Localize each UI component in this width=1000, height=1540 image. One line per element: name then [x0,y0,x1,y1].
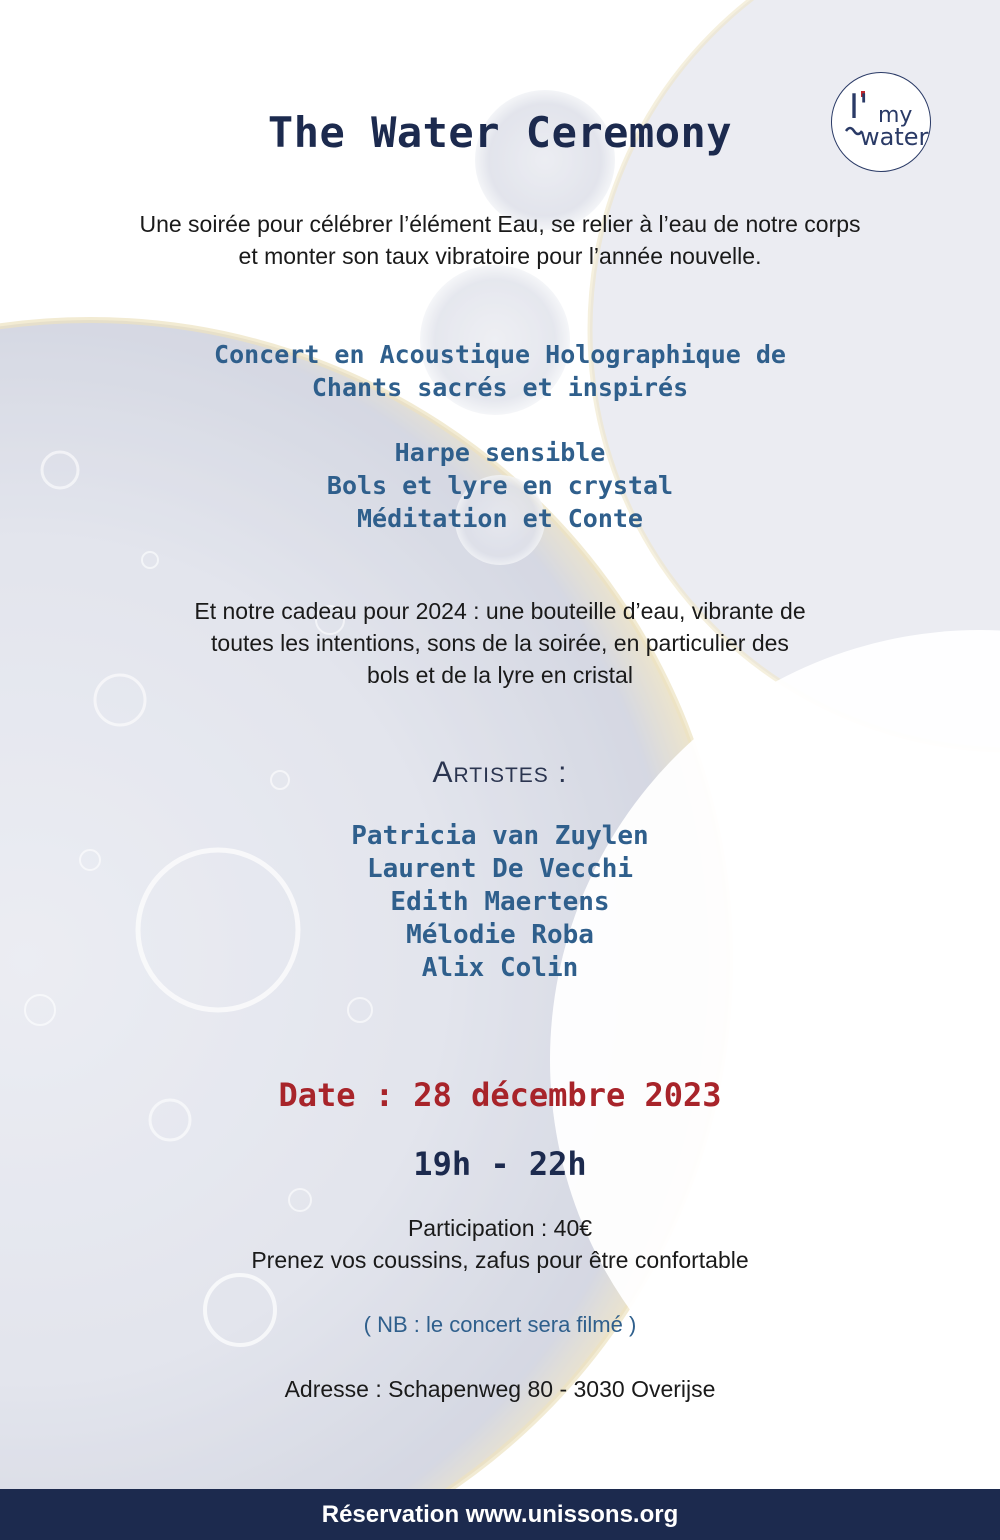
instruments-list [0,436,1000,535]
participation-line: Prenez vos coussins, zafus pour être confortable [251,1247,749,1273]
event-date: Date : 28 décembre 2023 [278,1076,722,1114]
participation-info [0,1212,1000,1276]
artist-name: Patricia van Zuylen [351,821,649,851]
reservation-footer[interactable]: Réservation www.unissons.org [0,1489,1000,1540]
intro-line: Une soirée pour célébrer l’élément Eau, se relier à l’eau de notre corps [139,211,861,237]
event-title: The Water Ceremony [267,108,733,157]
gift-text [0,595,1000,691]
imywater-logo [831,72,931,172]
instrument-item: Harpe sensible [394,438,606,467]
artist-name: Edith Maertens [390,887,610,917]
gift-line: toutes les intentions, sons de la soirée, en particulier des [211,630,789,656]
participation-line: Participation : 40€ [407,1215,593,1241]
instrument-item: Méditation et Conte [357,504,643,533]
event-address: Adresse : Schapenweg 80 - 3030 Overijse [284,1376,716,1402]
logo-word-my: my [878,103,913,128]
concert-line: Chants sacrés et inspirés [311,373,689,402]
instrument-item: Bols et lyre en crystal [326,471,674,500]
logo-word-water: water [860,123,929,151]
artist-name: Laurent De Vecchi [366,854,634,884]
intro-line: et monter son taux vibratoire pour l’année nouvelle. [238,243,762,269]
gift-line: bols et de la lyre en cristal [367,662,633,688]
artist-name: Mélodie Roba [406,920,594,950]
concert-line: Concert en Acoustique Holographique de [214,340,786,369]
intro-text [0,208,1000,272]
artist-name: Alix Colin [421,953,579,983]
artists-heading: Artistes : [432,756,568,789]
filming-note: ( NB : le concert sera filmé ) [363,1312,637,1337]
concert-description [0,338,1000,404]
logo-letter: I' [849,87,869,127]
artists-list [0,820,1000,985]
event-time: 19h - 22h [413,1145,587,1183]
gift-line: Et notre cadeau pour 2024 : une bouteille d’eau, vibrante de [194,598,806,624]
